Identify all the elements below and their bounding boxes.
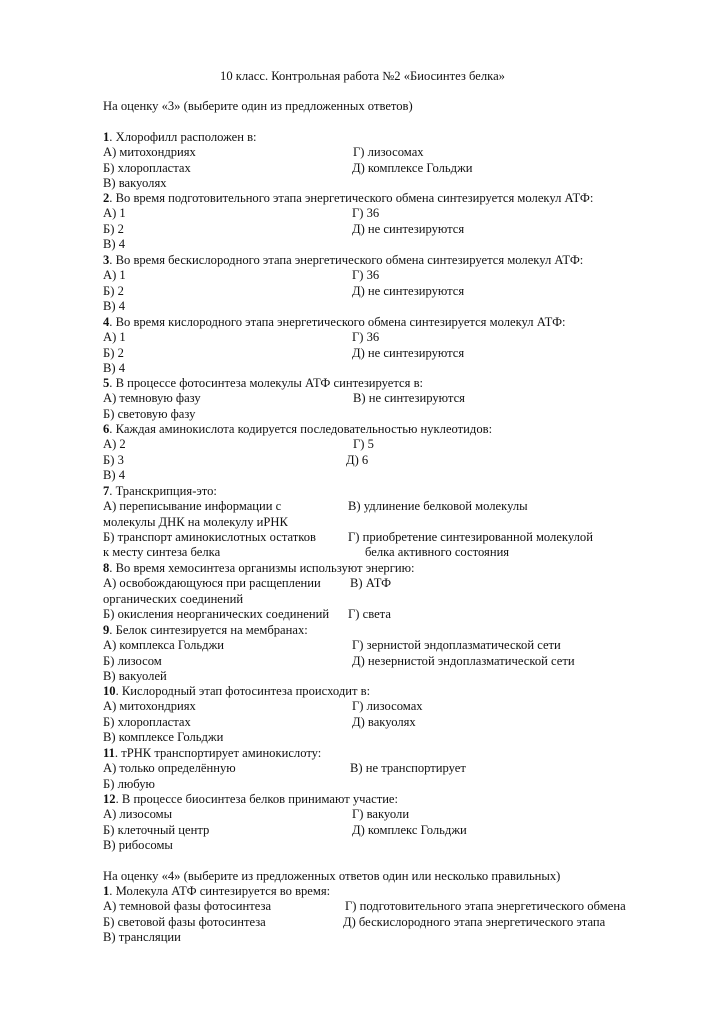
question-number: 1 — [103, 130, 110, 144]
answer-b: Б) любую — [103, 776, 155, 791]
question-text: . Во время кислородного этапа энергетического обмена синтезируется молекул АТФ: — [109, 315, 566, 329]
answer-d: Д) комплексе Гольджи — [352, 160, 473, 175]
answer-g: Г) 36 — [352, 206, 380, 221]
question-text: . В процессе биосинтеза белков принимают участие: — [115, 792, 399, 806]
question-number: 4 — [103, 315, 110, 329]
answer-b: Б) 2 — [103, 283, 124, 298]
answer-g: Г) зернистой эндоплазматической сети — [352, 638, 561, 653]
answer-a: А) комплекса Гольджи — [103, 638, 225, 653]
answer-v: В) удлинение белковой молекулы — [348, 499, 528, 514]
answer-a: А) митохондриях — [103, 699, 196, 714]
answer-b-continued: к месту синтеза белка — [103, 545, 221, 560]
answer-a-continued: молекулы ДНК на молекулу иРНК — [103, 514, 288, 529]
answer-d: Д) вакуолях — [352, 714, 416, 729]
answer-g: Г) 36 — [352, 268, 380, 283]
answer-b: Б) 3 — [103, 452, 124, 467]
answer-a: А) лизосомы — [103, 807, 173, 822]
question-text: . Во время бескислородного этапа энергетического обмена синтезируется молекул АТФ: — [109, 253, 584, 267]
question-number: 8 — [103, 561, 110, 575]
answer-d: Д) бескислородного этапа энергетического этапа — [343, 914, 606, 929]
answer-a: А) темновую фазу — [103, 391, 201, 406]
question-8 — [103, 561, 703, 622]
answer-v: В) комплексе Гольджи — [103, 729, 224, 744]
answer-b: Б) транспорт аминокислотных остатков — [103, 529, 316, 544]
answer-g: Г) света — [348, 606, 391, 621]
answer-g: Г) вакуоли — [352, 807, 410, 822]
answer-g-continued: белка активного состояния — [365, 545, 510, 560]
answer-a: А) 2 — [103, 437, 126, 452]
question-6 — [103, 422, 703, 483]
question-4 — [103, 315, 703, 376]
section-grade-3-heading: На оценку «3» (выберите один из предложенных ответов) — [103, 99, 413, 113]
question-text: . Каждая аминокислота кодируется последовательностью нуклеотидов: — [109, 422, 493, 436]
answer-b: Б) световой фазы фотосинтеза — [103, 914, 266, 929]
page-title: 10 класс. Контрольная работа №2 «Биосинтез белка» — [220, 69, 505, 83]
answer-d: Д) не синтезируются — [352, 345, 465, 360]
answer-a: А) 1 — [103, 268, 126, 283]
answer-b: Б) 2 — [103, 221, 124, 236]
answer-v: В) вакуолях — [103, 175, 167, 190]
question-text: . Во время хемосинтеза организмы используют энергию: — [109, 561, 415, 575]
answer-v: В) трансляции — [103, 929, 181, 944]
question-number: 3 — [103, 253, 110, 267]
question-number: 10 — [103, 684, 116, 698]
answer-b: Б) хлоропластах — [103, 714, 191, 729]
question-3 — [103, 253, 703, 314]
section-grade-4-heading: На оценку «4» (выберите из предложенных ответов один или несколько правильных) — [103, 869, 561, 883]
question-number: 1 — [103, 884, 110, 898]
question-text: . Транскрипция-это: — [109, 484, 217, 498]
question-4-1 — [103, 884, 703, 945]
question-number: 12 — [103, 792, 116, 806]
question-5 — [103, 376, 703, 422]
question-11 — [103, 746, 703, 792]
answer-a: А) освобождающуюся при расщеплении — [103, 576, 321, 591]
answer-a: А) 1 — [103, 330, 126, 345]
answer-b: Б) лизосом — [103, 653, 162, 668]
answer-v: В) не транспортирует — [350, 761, 466, 776]
answer-g: Г) 36 — [352, 330, 380, 345]
question-text: . Белок синтезируется на мембранах: — [109, 623, 308, 637]
answer-d: Д) 6 — [346, 452, 369, 467]
question-12 — [103, 792, 703, 853]
answer-v: В) рибосомы — [103, 837, 173, 852]
answer-d: Д) не синтезируются — [352, 283, 465, 298]
question-10 — [103, 684, 703, 745]
question-number: 6 — [103, 422, 110, 436]
answer-g: Г) приобретение синтезированной молекулой — [348, 529, 593, 544]
question-text: . Во время подготовительного этапа энергетического обмена синтезируется молекул АТФ: — [109, 191, 594, 205]
question-number: 2 — [103, 191, 110, 205]
answer-v: В) не синтезируются — [353, 391, 465, 406]
question-number: 5 — [103, 376, 110, 390]
answer-d: Д) комплекс Гольджи — [352, 822, 467, 837]
answer-b: Б) 2 — [103, 345, 124, 360]
question-9 — [103, 623, 703, 684]
question-7 — [103, 484, 703, 560]
answer-v: В) 4 — [103, 298, 126, 313]
answer-g: Г) 5 — [353, 437, 374, 452]
question-2 — [103, 191, 703, 252]
answer-g: Г) подготовительного этапа энергетического обмена — [345, 899, 626, 914]
answer-d: Д) не синтезируются — [352, 221, 465, 236]
answer-b: Б) клеточный центр — [103, 822, 210, 837]
question-1 — [103, 130, 703, 191]
answer-v: В) вакуолей — [103, 668, 167, 683]
answer-g: Г) лизосомах — [352, 699, 423, 714]
answer-b: Б) окисления неорганических соединений — [103, 606, 330, 621]
answer-g: Г) лизосомах — [353, 145, 424, 160]
question-number: 11 — [103, 746, 115, 760]
answer-a: А) только определённую — [103, 761, 236, 776]
question-text: . тРНК транспортирует аминокислоту: — [114, 746, 322, 760]
answer-v: В) 4 — [103, 467, 126, 482]
question-number: 9 — [103, 623, 110, 637]
answer-b: Б) световую фазу — [103, 406, 196, 421]
question-text: . В процессе фотосинтеза молекулы АТФ синтезируется в: — [109, 376, 424, 390]
answer-v: В) АТФ — [350, 576, 392, 591]
answer-a: А) переписывание информации с — [103, 499, 282, 514]
answer-a: А) митохондриях — [103, 145, 196, 160]
answer-a: А) темновой фазы фотосинтеза — [103, 899, 272, 914]
question-text: . Кислородный этап фотосинтеза происходит в: — [115, 684, 371, 698]
question-text: . Молекула АТФ синтезируется во время: — [109, 884, 331, 898]
question-number: 7 — [103, 484, 110, 498]
answer-a-continued: органических соединений — [103, 591, 244, 606]
question-text: . Хлорофилл расположен в: — [109, 130, 257, 144]
answer-b: Б) хлоропластах — [103, 160, 191, 175]
answer-v: В) 4 — [103, 236, 126, 251]
answer-v: В) 4 — [103, 360, 126, 375]
answer-a: А) 1 — [103, 206, 126, 221]
answer-d: Д) незернистой эндоплазматической сети — [352, 653, 575, 668]
